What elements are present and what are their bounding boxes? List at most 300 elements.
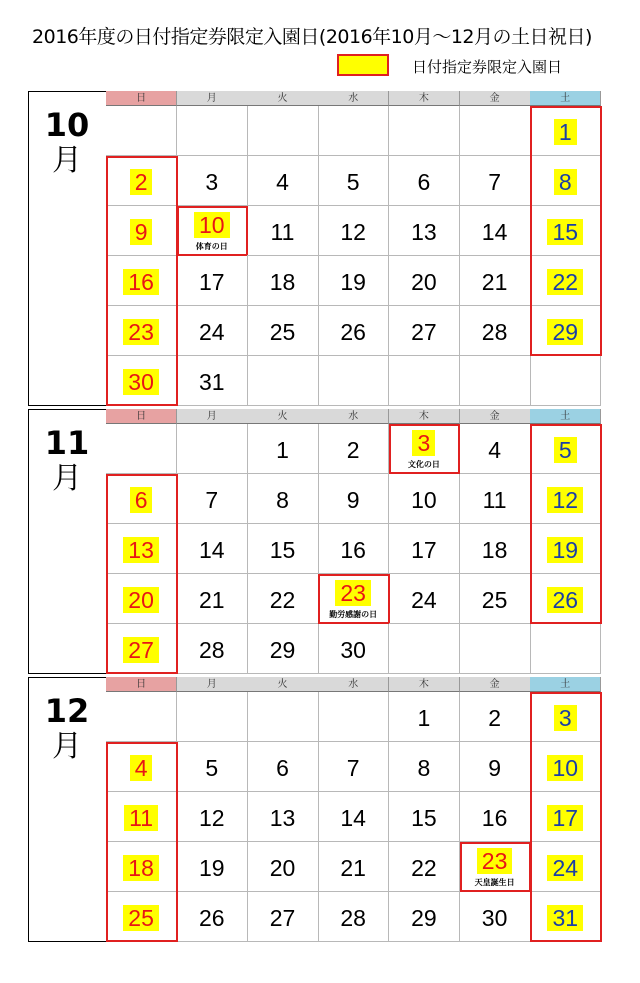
- day-number-text: 31: [547, 905, 583, 931]
- day-number-text: 21: [340, 855, 366, 881]
- day-number: [106, 269, 176, 296]
- day-number-text: 16: [481, 805, 508, 831]
- day-number-text: 25: [123, 905, 159, 931]
- day-number: [460, 848, 530, 875]
- day-number: [460, 905, 530, 932]
- day-number: [177, 369, 247, 396]
- day-number-text: 19: [340, 269, 366, 295]
- day-number: [530, 169, 600, 196]
- day-cell: [106, 424, 177, 474]
- day-cell: [318, 792, 389, 842]
- month-label: [28, 107, 106, 178]
- weekday-header: 日: [106, 409, 177, 424]
- day-number-text: 3: [205, 169, 219, 195]
- day-cell: [530, 356, 601, 406]
- day-number-text: 13: [411, 219, 437, 245]
- day-number: [460, 587, 530, 614]
- day-cell: [177, 892, 248, 942]
- day-number: [389, 169, 459, 196]
- day-number-text: 10: [411, 487, 437, 513]
- day-cell: [460, 792, 531, 842]
- day-number-text: 13: [123, 537, 159, 563]
- day-number: [530, 119, 600, 146]
- weekday-header: 月: [177, 677, 248, 692]
- day-number: [389, 219, 459, 246]
- day-number-text: 18: [123, 855, 159, 881]
- weekday-header: 金: [460, 91, 531, 106]
- day-number: [318, 487, 388, 514]
- weekday-header: 木: [389, 677, 460, 692]
- day-number-text: 3: [554, 705, 577, 731]
- day-cell: [106, 742, 177, 792]
- day-number-text: 8: [417, 755, 431, 781]
- day-number: [247, 169, 317, 196]
- weekday-header: 水: [318, 677, 389, 692]
- day-cell: [530, 206, 601, 256]
- day-number-text: 7: [346, 755, 360, 781]
- day-number: [530, 437, 600, 464]
- day-cell: [106, 574, 177, 624]
- day-number: [318, 805, 388, 832]
- weekday-header: 火: [247, 91, 318, 106]
- day-cell: [389, 742, 460, 792]
- day-number-text: 24: [198, 319, 225, 345]
- day-number: [247, 219, 317, 246]
- day-number: [389, 587, 459, 614]
- day-cell: [530, 156, 601, 206]
- day-number: [318, 269, 388, 296]
- day-number: [177, 805, 247, 832]
- day-number-text: 6: [130, 487, 153, 513]
- day-number-text: 5: [346, 169, 360, 195]
- day-cell: [460, 892, 531, 942]
- day-cell: [247, 574, 318, 624]
- day-cell: [247, 256, 318, 306]
- day-number-text: 13: [269, 805, 296, 831]
- day-cell: [530, 524, 601, 574]
- holiday-name: 天皇誕生日: [474, 878, 515, 887]
- day-number: [318, 319, 388, 346]
- day-cell: [460, 206, 531, 256]
- day-cell: [530, 792, 601, 842]
- day-number: [389, 269, 459, 296]
- day-cell: [318, 524, 389, 574]
- day-cell: [460, 692, 531, 742]
- day-number-text: 9: [346, 487, 360, 513]
- day-cell: [389, 624, 460, 674]
- day-number-text: 10: [194, 212, 230, 238]
- day-number-text: 4: [488, 437, 501, 463]
- day-cell: [177, 256, 248, 306]
- day-number-text: 24: [411, 587, 437, 613]
- day-cell: [530, 474, 601, 524]
- day-cell: [106, 524, 177, 574]
- day-cell: [177, 306, 248, 356]
- month-number: 12: [44, 692, 90, 730]
- day-number: [177, 637, 247, 664]
- day-number-text: 14: [340, 805, 366, 831]
- weekday-header: 水: [318, 91, 389, 106]
- day-number-text: 19: [547, 537, 583, 563]
- day-number-text: 10: [547, 755, 583, 781]
- day-number-text: 25: [481, 587, 508, 613]
- day-number-text: 2: [130, 169, 153, 195]
- day-number: [318, 219, 388, 246]
- day-cell: [530, 742, 601, 792]
- day-cell: [530, 692, 601, 742]
- day-number: [460, 755, 530, 782]
- day-number-text: 30: [340, 637, 366, 663]
- day-cell: [460, 574, 531, 624]
- weekday-header: 火: [247, 677, 318, 692]
- weekday-header: 金: [460, 409, 531, 424]
- month-kanji: 月: [52, 460, 82, 496]
- day-number: [177, 212, 247, 239]
- day-number: [247, 637, 317, 664]
- day-number-text: 20: [411, 269, 437, 295]
- day-number-text: 27: [123, 637, 159, 663]
- day-cell: [177, 474, 248, 524]
- day-number-text: 4: [276, 169, 289, 195]
- day-number-text: 6: [417, 169, 431, 195]
- day-number-text: 1: [276, 437, 289, 463]
- day-number-text: 26: [340, 319, 366, 345]
- day-cell: [318, 474, 389, 524]
- day-cell: [389, 106, 460, 156]
- day-number-text: 27: [411, 319, 437, 345]
- day-cell: [318, 106, 389, 156]
- day-number: [530, 805, 600, 832]
- day-number: [318, 580, 388, 607]
- day-number-text: 17: [198, 269, 225, 295]
- day-cell: [247, 524, 318, 574]
- day-number-text: 31: [198, 369, 225, 395]
- day-number: [460, 537, 530, 564]
- day-number-text: 17: [411, 537, 437, 563]
- day-number-text: 24: [547, 855, 583, 881]
- day-number: [530, 705, 600, 732]
- day-number: [318, 905, 388, 932]
- day-number: [460, 705, 530, 732]
- day-number-text: 3: [412, 430, 435, 456]
- day-cell: [318, 842, 389, 892]
- day-cell: [530, 624, 601, 674]
- day-number: [318, 755, 388, 782]
- day-cell: [318, 742, 389, 792]
- day-number-text: 12: [340, 219, 366, 245]
- weekday-header: 月: [177, 91, 248, 106]
- day-cell: [247, 842, 318, 892]
- day-number: [389, 430, 459, 457]
- day-cell: [106, 624, 177, 674]
- day-cell: [530, 256, 601, 306]
- day-number-text: 2: [346, 437, 360, 463]
- day-cell: [389, 356, 460, 406]
- day-number: [318, 537, 388, 564]
- day-number-text: 12: [198, 805, 225, 831]
- day-cell: [530, 306, 601, 356]
- day-cell: [247, 106, 318, 156]
- day-number-text: 20: [123, 587, 159, 613]
- weekday-header: 金: [460, 677, 531, 692]
- day-number-text: 18: [269, 269, 296, 295]
- day-number-text: 28: [340, 905, 366, 931]
- day-number: [106, 855, 176, 882]
- day-number: [530, 537, 600, 564]
- day-number: [106, 905, 176, 932]
- weekday-header: 土: [530, 409, 601, 424]
- day-cell: [177, 356, 248, 406]
- holiday-name: 文化の日: [407, 460, 440, 469]
- day-cell: [177, 524, 248, 574]
- day-cell: [106, 256, 177, 306]
- day-cell: [318, 424, 389, 474]
- day-cell: [460, 624, 531, 674]
- day-cell: [318, 574, 389, 624]
- day-number: [247, 805, 317, 832]
- day-cell: [177, 206, 248, 256]
- day-cell: [318, 206, 389, 256]
- day-number: [318, 855, 388, 882]
- day-number-text: 28: [198, 637, 225, 663]
- day-number-text: 22: [411, 855, 437, 881]
- day-number: [318, 637, 388, 664]
- weekday-header: 月: [177, 409, 248, 424]
- day-number: [460, 219, 530, 246]
- day-number-text: 16: [123, 269, 159, 295]
- day-cell: [247, 624, 318, 674]
- day-cell: [530, 424, 601, 474]
- day-number: [247, 269, 317, 296]
- day-cell: [177, 424, 248, 474]
- day-number: [318, 169, 388, 196]
- day-number: [247, 487, 317, 514]
- day-number: [530, 587, 600, 614]
- day-cell: [247, 792, 318, 842]
- weekday-header: 土: [530, 91, 601, 106]
- day-number-text: 22: [269, 587, 296, 613]
- day-cell: [460, 842, 531, 892]
- day-number-text: 2: [488, 705, 501, 731]
- weekday-header: 土: [530, 677, 601, 692]
- day-number-text: 15: [269, 537, 296, 563]
- day-number: [460, 169, 530, 196]
- day-number-text: 26: [547, 587, 583, 613]
- day-number-text: 19: [198, 855, 225, 881]
- day-cell: [177, 692, 248, 742]
- day-number-text: 15: [411, 805, 437, 831]
- day-number-text: 5: [205, 755, 219, 781]
- day-number: [530, 755, 600, 782]
- month-label: [28, 693, 106, 764]
- day-number: [460, 269, 530, 296]
- day-cell: [389, 306, 460, 356]
- day-number: [460, 319, 530, 346]
- day-number: [530, 219, 600, 246]
- day-number-text: 21: [198, 587, 225, 613]
- day-number: [106, 755, 176, 782]
- day-number-text: 21: [481, 269, 508, 295]
- day-cell: [106, 892, 177, 942]
- weekday-header: 火: [247, 409, 318, 424]
- day-cell: [530, 574, 601, 624]
- day-number: [530, 319, 600, 346]
- weekday-header: 日: [106, 91, 177, 106]
- day-number: [177, 537, 247, 564]
- day-cell: [389, 424, 460, 474]
- day-cell: [460, 742, 531, 792]
- day-number-text: 30: [123, 369, 159, 395]
- day-cell: [460, 256, 531, 306]
- day-number-text: 8: [276, 487, 289, 513]
- day-cell: [460, 524, 531, 574]
- day-cell: [389, 692, 460, 742]
- day-number: [389, 905, 459, 932]
- day-number-text: 18: [481, 537, 508, 563]
- day-cell: [318, 624, 389, 674]
- month-kanji: 月: [52, 142, 82, 178]
- day-number-text: 23: [477, 848, 513, 874]
- day-cell: [247, 356, 318, 406]
- day-number-text: 17: [547, 805, 583, 831]
- day-number-text: 25: [269, 319, 296, 345]
- day-number: [106, 319, 176, 346]
- day-cell: [106, 106, 177, 156]
- day-cell: [389, 892, 460, 942]
- day-cell: [318, 156, 389, 206]
- day-number: [177, 587, 247, 614]
- day-number: [247, 755, 317, 782]
- day-number: [177, 755, 247, 782]
- day-number-text: 30: [481, 905, 508, 931]
- day-number-text: 26: [198, 905, 225, 931]
- day-number-text: 14: [481, 219, 508, 245]
- weekday-header: 木: [389, 409, 460, 424]
- day-cell: [106, 356, 177, 406]
- day-cell: [530, 892, 601, 942]
- legend-swatch: [337, 54, 389, 76]
- day-number: [389, 319, 459, 346]
- day-cell: [389, 474, 460, 524]
- day-number: [530, 905, 600, 932]
- day-number-text: 7: [488, 169, 501, 195]
- day-number-text: 16: [340, 537, 366, 563]
- day-cell: [460, 106, 531, 156]
- day-cell: [106, 792, 177, 842]
- day-cell: [177, 792, 248, 842]
- day-cell: [460, 306, 531, 356]
- day-cell: [389, 574, 460, 624]
- day-number: [177, 319, 247, 346]
- day-number: [530, 487, 600, 514]
- day-number: [247, 855, 317, 882]
- day-number-text: 4: [130, 755, 153, 781]
- day-number-text: 8: [554, 169, 577, 195]
- day-number: [247, 905, 317, 932]
- month-label: [28, 425, 106, 496]
- day-number: [460, 437, 530, 464]
- day-cell: [247, 692, 318, 742]
- day-cell: [106, 306, 177, 356]
- day-number-text: 23: [335, 580, 371, 606]
- day-number: [389, 487, 459, 514]
- day-number-text: 27: [269, 905, 296, 931]
- weekday-header: 水: [318, 409, 389, 424]
- day-number: [177, 169, 247, 196]
- day-cell: [530, 106, 601, 156]
- day-number-text: 23: [123, 319, 159, 345]
- day-number-text: 22: [547, 269, 583, 295]
- month-number: 11: [44, 424, 90, 462]
- day-cell: [389, 524, 460, 574]
- day-number: [247, 587, 317, 614]
- day-cell: [177, 574, 248, 624]
- day-cell: [247, 474, 318, 524]
- day-number: [106, 369, 176, 396]
- day-cell: [460, 156, 531, 206]
- day-number: [389, 855, 459, 882]
- day-cell: [177, 624, 248, 674]
- day-number: [106, 537, 176, 564]
- day-number-text: 29: [269, 637, 296, 663]
- day-number: [460, 487, 530, 514]
- page-title: 2016年度の日付指定券限定入園日(2016年10月～12月の土日祝日): [32, 26, 592, 48]
- day-cell: [460, 356, 531, 406]
- day-cell: [247, 206, 318, 256]
- day-number: [106, 219, 176, 246]
- day-number: [247, 537, 317, 564]
- day-number-text: 9: [488, 755, 501, 781]
- day-number: [106, 587, 176, 614]
- day-number-text: 20: [269, 855, 296, 881]
- day-number: [106, 487, 176, 514]
- legend-label: 日付指定券限定入園日: [412, 58, 563, 76]
- day-cell: [318, 692, 389, 742]
- day-number-text: 29: [411, 905, 437, 931]
- day-number: [177, 855, 247, 882]
- day-cell: [460, 474, 531, 524]
- day-number: [389, 705, 459, 732]
- day-number: [530, 269, 600, 296]
- day-cell: [106, 842, 177, 892]
- day-cell: [389, 156, 460, 206]
- day-number-text: 28: [481, 319, 508, 345]
- day-cell: [318, 892, 389, 942]
- day-number: [106, 805, 176, 832]
- day-number-text: 9: [130, 219, 153, 245]
- day-number: [389, 755, 459, 782]
- day-number-text: 6: [276, 755, 289, 781]
- day-number-text: 11: [482, 487, 507, 513]
- day-number: [318, 437, 388, 464]
- day-cell: [318, 356, 389, 406]
- day-number: [389, 805, 459, 832]
- day-cell: [389, 842, 460, 892]
- day-number-text: 14: [198, 537, 225, 563]
- day-cell: [106, 474, 177, 524]
- day-number-text: 7: [205, 487, 219, 513]
- day-cell: [389, 206, 460, 256]
- holiday-name: 体育の日: [195, 242, 228, 251]
- weekday-header: 木: [389, 91, 460, 106]
- day-cell: [106, 206, 177, 256]
- day-number-text: 12: [547, 487, 583, 513]
- day-cell: [177, 156, 248, 206]
- day-number: [177, 905, 247, 932]
- day-cell: [530, 842, 601, 892]
- day-cell: [318, 306, 389, 356]
- day-cell: [177, 106, 248, 156]
